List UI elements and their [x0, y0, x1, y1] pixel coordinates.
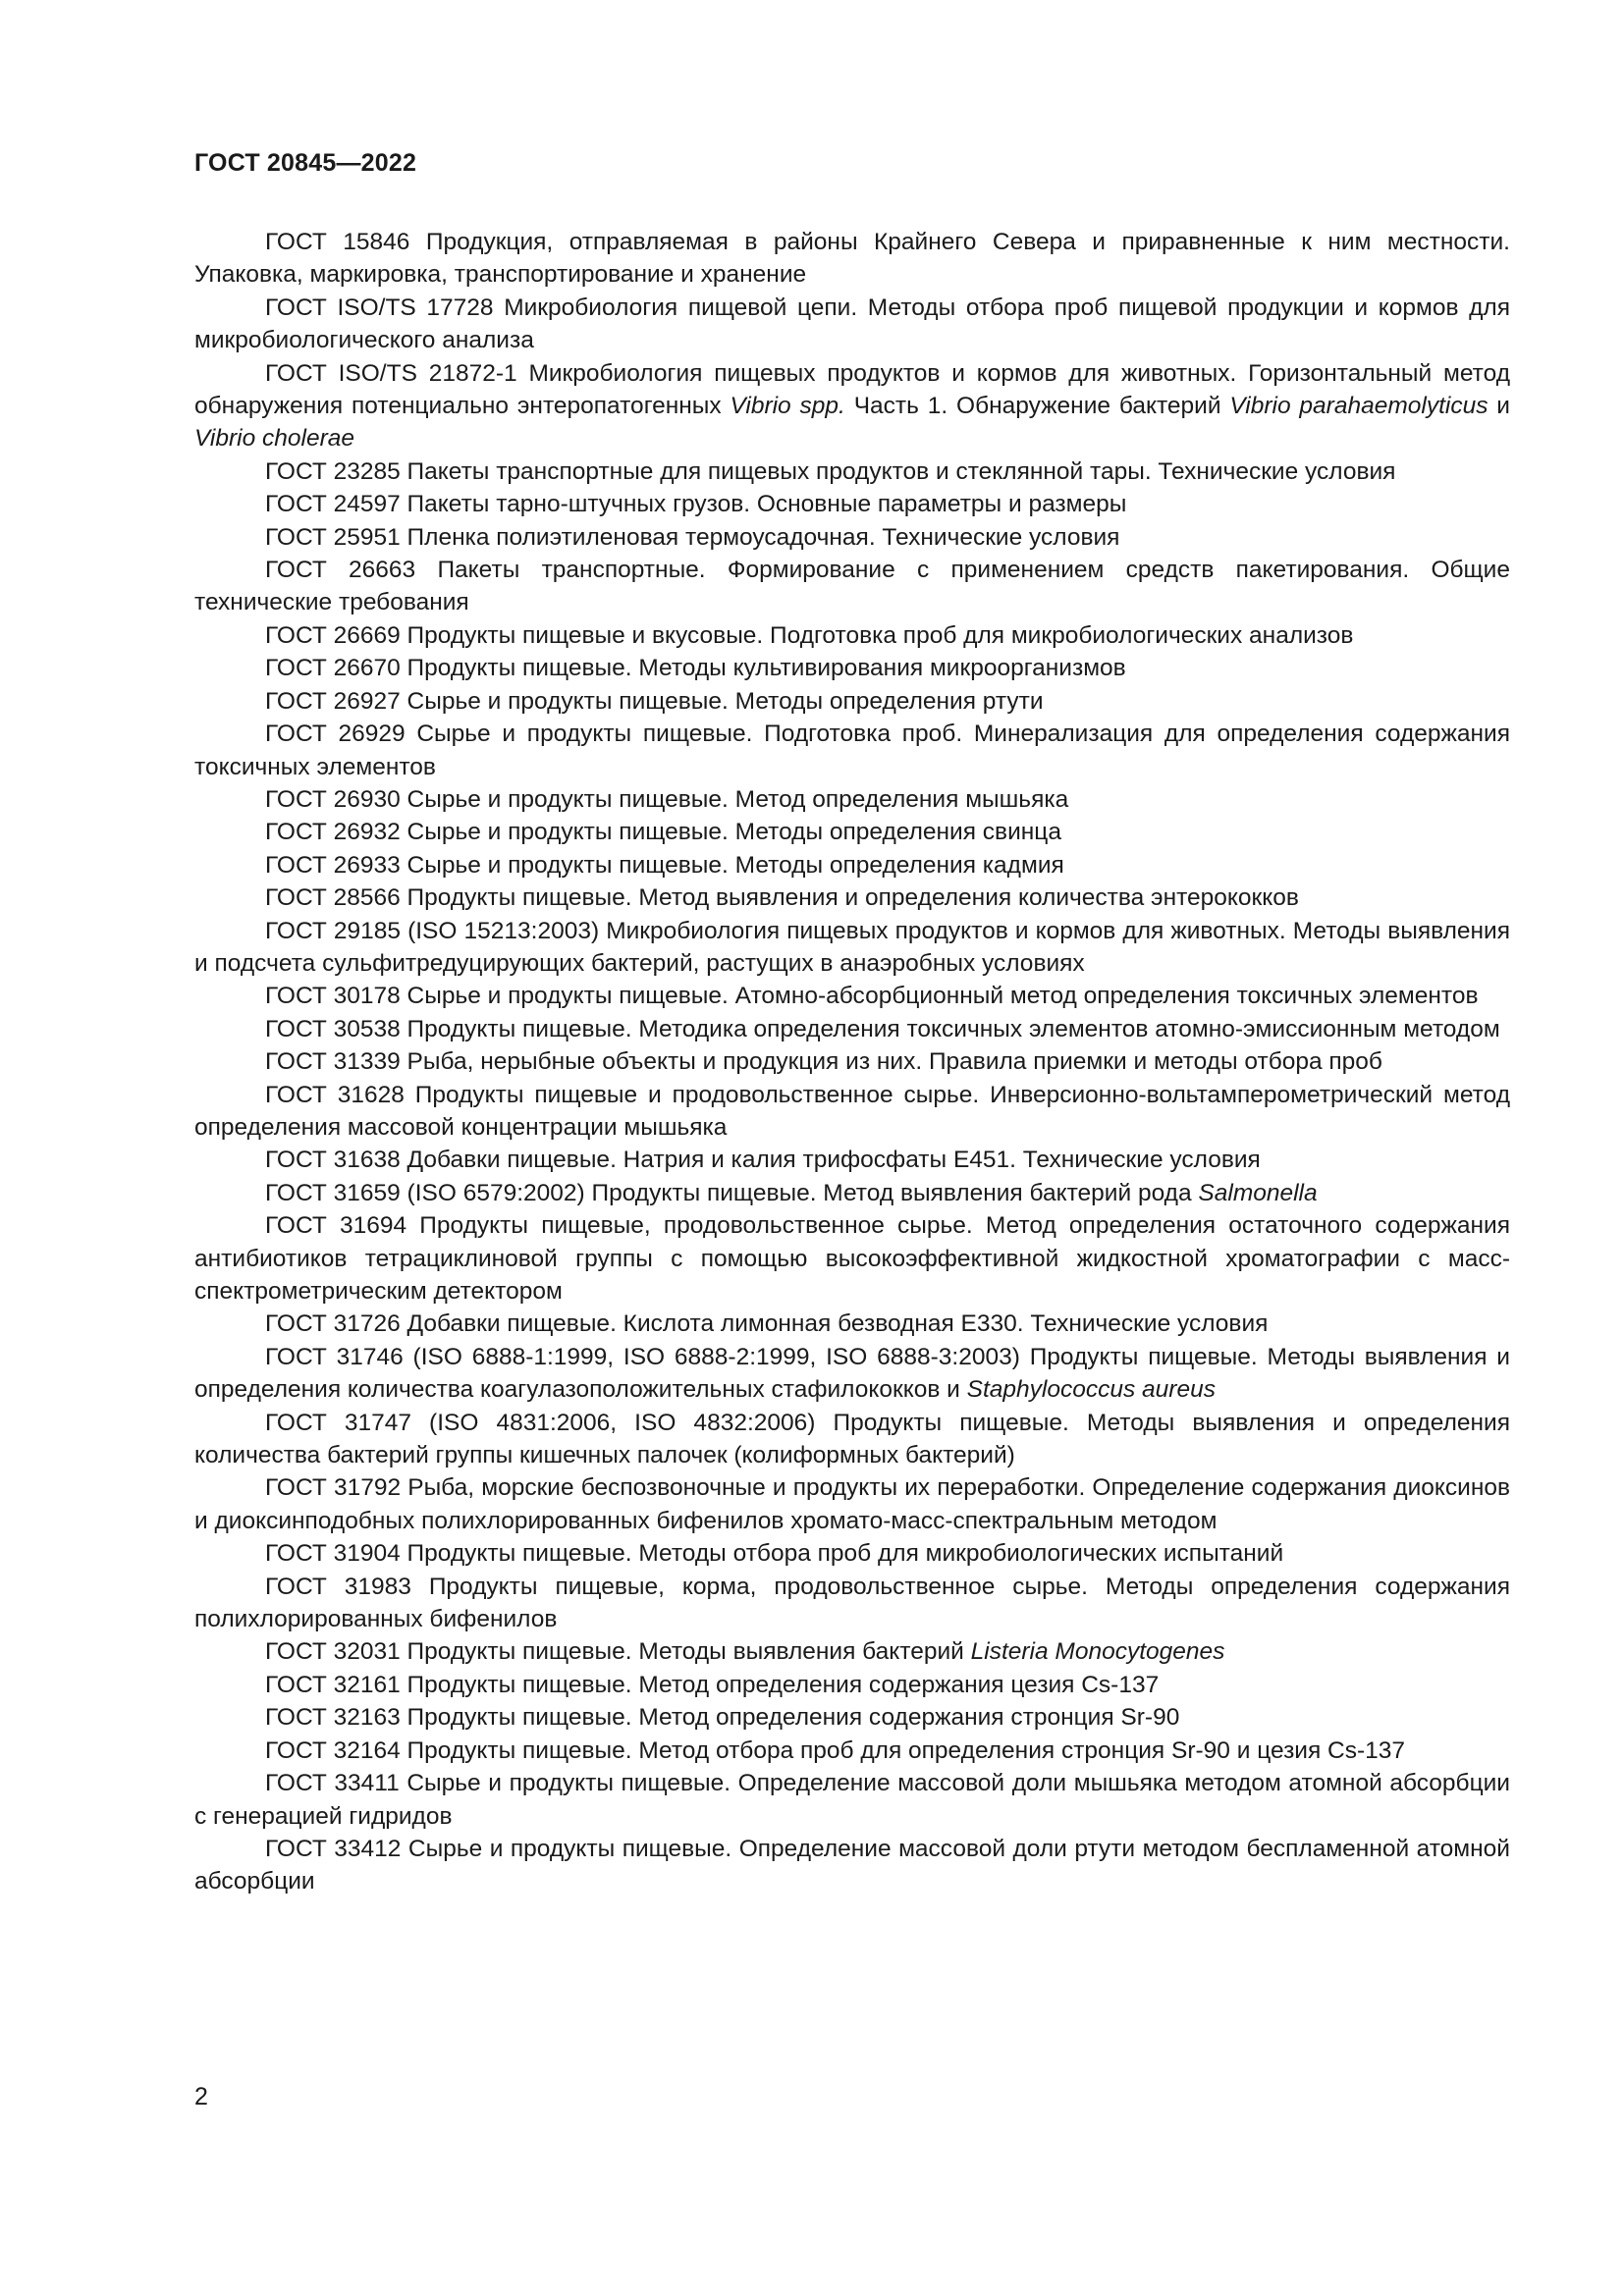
entry-text: ГОСТ 26929 Сырье и продукты пищевые. Подготовка проб. Минерализация для определения содержания токсичных элементов	[194, 721, 1510, 780]
reference-entry	[194, 1177, 1510, 1209]
reference-entry	[194, 1833, 1510, 1898]
entry-text: ГОСТ 26930 Сырье и продукты пищевые. Метод определения мышьяка	[265, 785, 1069, 813]
entry-text: ГОСТ 32163 Продукты пищевые. Метод определения содержания стронция Sr-90	[265, 1704, 1180, 1732]
italic-term: Staphylococcus aureus	[966, 1376, 1216, 1404]
reference-entry	[194, 1341, 1510, 1407]
entry-text: ГОСТ 31746 (ISO 6888-1:1999, ISO 6888-2:1999, ISO 6888-3:2003) Продукты пищевые. Методы выявления и определения количества коагулазоположительных стафилококков и	[194, 1343, 1510, 1404]
entry-text: ГОСТ 24597 Пакеты тарно-штучных грузов. Основные параметры и размеры	[265, 491, 1127, 518]
entry-text: ГОСТ 31983 Продукты пищевые, корма, продовольственное сырье. Методы определения содержания полихлорированных бифенилов	[194, 1573, 1510, 1633]
reference-entry	[194, 1013, 1510, 1045]
entry-text: ГОСТ 26932 Сырье и продукты пищевые. Методы определения свинца	[265, 819, 1061, 846]
reference-entry	[194, 1144, 1510, 1176]
page-number: 2	[194, 2083, 208, 2110]
reference-entry	[194, 1045, 1510, 1078]
reference-entry	[194, 357, 1510, 455]
reference-entry	[194, 1407, 1510, 1472]
reference-entry	[194, 1701, 1510, 1734]
reference-entry	[194, 685, 1510, 718]
entry-text: ГОСТ 31628 Продукты пищевые и продовольственное сырье. Инверсионно-вольтамперометрический метод определения массовой концентрации мышьяка	[194, 1081, 1510, 1141]
entry-text: ГОСТ 26927 Сырье и продукты пищевые. Методы определения ртути	[265, 687, 1044, 715]
italic-term: Listeria Monocytogenes	[970, 1638, 1225, 1666]
reference-entry	[194, 1471, 1510, 1537]
reference-entry	[194, 1635, 1510, 1668]
reference-entry	[194, 521, 1510, 554]
entry-text: ГОСТ 31726 Добавки пищевые. Кислота лимонная безводная Е330. Технические условия	[265, 1310, 1269, 1338]
reference-entry	[194, 488, 1510, 520]
reference-entry	[194, 1669, 1510, 1701]
entry-text: ГОСТ 29185 (ISO 15213:2003) Микробиология пищевых продуктов и кормов для животных. Методы выявления и подсчета сульфитредуцирующих бактерий, растущих в анаэробных условиях	[194, 917, 1510, 977]
entry-text: ГОСТ 32164 Продукты пищевые. Метод отбора проб для определения стронция Sr-90 и цезия Cs-137	[265, 1736, 1406, 1764]
reference-entry	[194, 816, 1510, 848]
reference-entry	[194, 1537, 1510, 1570]
entry-text: и	[1488, 393, 1510, 420]
entry-text: ГОСТ 26933 Сырье и продукты пищевые. Методы определения кадмия	[265, 851, 1064, 879]
entry-text: ГОСТ 25951 Пленка полиэтиленовая термоусадочная. Технические условия	[265, 523, 1120, 551]
reference-entry	[194, 455, 1510, 488]
italic-term: Vibrio cholerae	[194, 425, 354, 453]
reference-entry	[194, 619, 1510, 652]
entry-text: ГОСТ 23285 Пакеты транспортные для пищевых продуктов и стеклянной тары. Технические условия	[265, 457, 1396, 485]
reference-entry	[194, 718, 1510, 783]
entry-text: ГОСТ 31638 Добавки пищевые. Натрия и калия трифосфаты Е451. Технические условия	[265, 1147, 1261, 1174]
italic-term: Salmonella	[1198, 1179, 1318, 1206]
entry-text: ГОСТ 31694 Продукты пищевые, продовольственное сырье. Метод определения остаточного содержания антибиотиков тетрациклиновой группы с помощью высокоэффективной жидкостной хроматографии с масс-спектрометрическим детектором	[194, 1212, 1510, 1305]
entry-text: ГОСТ 26663 Пакеты транспортные. Формирование с применением средств пакетирования. Общие технические требования	[194, 557, 1510, 616]
reference-entry	[194, 226, 1510, 292]
entry-text: ГОСТ 30178 Сырье и продукты пищевые. Атомно-абсорбционный метод определения токсичных элементов	[265, 983, 1479, 1010]
reference-list	[194, 226, 1510, 1898]
entry-text: ГОСТ 31339 Рыба, нерыбные объекты и продукция из них. Правила приемки и методы отбора проб	[265, 1048, 1382, 1076]
entry-text: ГОСТ 32161 Продукты пищевые. Метод определения содержания цезия Cs-137	[265, 1671, 1160, 1698]
entry-text: Часть 1. Обнаружение бактерий	[844, 393, 1230, 420]
entry-text: ГОСТ ISO/TS 21872-1 Микробиология пищевых продуктов и кормов для животных. Горизонтальный метод обнаружения потенциально энтеропатогенных	[194, 359, 1510, 420]
reference-entry	[194, 1308, 1510, 1340]
italic-term: Vibrio spp.	[730, 393, 845, 420]
entry-text: ГОСТ 31792 Рыба, морские беспозвоночные и продукты их переработки. Определение содержания диоксинов и диоксинподобных полихлорированных бифенилов хромато-масс-спектральным методом	[194, 1474, 1510, 1534]
entry-text: ГОСТ 15846 Продукция, отправляемая в районы Крайнего Севера и приравненные к ним местности. Упаковка, маркировка, транспортирование и хранение	[194, 229, 1510, 289]
entry-text: ГОСТ 30538 Продукты пищевые. Методика определения токсичных элементов атомно-эмиссионным методом	[265, 1015, 1500, 1042]
reference-entry	[194, 783, 1510, 816]
entry-text: ГОСТ ISO/TS 17728 Микробиология пищевой цепи. Методы отбора проб пищевой продукции и кормов для микробиологического анализа	[194, 294, 1510, 354]
italic-term: Vibrio parahaemolyticus	[1229, 393, 1489, 420]
reference-entry	[194, 554, 1510, 619]
entry-text: ГОСТ 31659 (ISO 6579:2002) Продукты пищевые. Метод выявления бактерий рода	[265, 1179, 1199, 1206]
reference-entry	[194, 1735, 1510, 1767]
entry-text: ГОСТ 33412 Сырье и продукты пищевые. Определение массовой доли ртути методом беспламенной атомной абсорбции	[194, 1835, 1510, 1896]
entry-text: ГОСТ 31747 (ISO 4831:2006, ISO 4832:2006) Продукты пищевые. Методы выявления и определения количества бактерий группы кишечных палочек (колиформных бактерий)	[194, 1409, 1510, 1469]
reference-entry	[194, 1767, 1510, 1833]
reference-entry	[194, 881, 1510, 914]
reference-entry	[194, 1571, 1510, 1636]
reference-entry	[194, 849, 1510, 881]
entry-text: ГОСТ 32031 Продукты пищевые. Методы выявления бактерий	[265, 1638, 971, 1666]
reference-entry	[194, 980, 1510, 1012]
reference-entry	[194, 1209, 1510, 1308]
reference-entry	[194, 1079, 1510, 1145]
document-header: ГОСТ 20845—2022	[194, 149, 417, 177]
entry-text: ГОСТ 28566 Продукты пищевые. Метод выявления и определения количества энтерококков	[265, 884, 1299, 912]
reference-entry	[194, 292, 1510, 357]
entry-text: ГОСТ 33411 Сырье и продукты пищевые. Определение массовой доли мышьяка методом атомной абсорбции с генерацией гидридов	[194, 1770, 1510, 1830]
entry-text: ГОСТ 26669 Продукты пищевые и вкусовые. Подготовка проб для микробиологических анализов	[265, 621, 1354, 649]
reference-entry	[194, 915, 1510, 981]
entry-text: ГОСТ 31904 Продукты пищевые. Методы отбора проб для микробиологических испытаний	[265, 1540, 1284, 1568]
entry-text: ГОСТ 26670 Продукты пищевые. Методы культивирования микроорганизмов	[265, 655, 1126, 682]
reference-entry	[194, 652, 1510, 684]
